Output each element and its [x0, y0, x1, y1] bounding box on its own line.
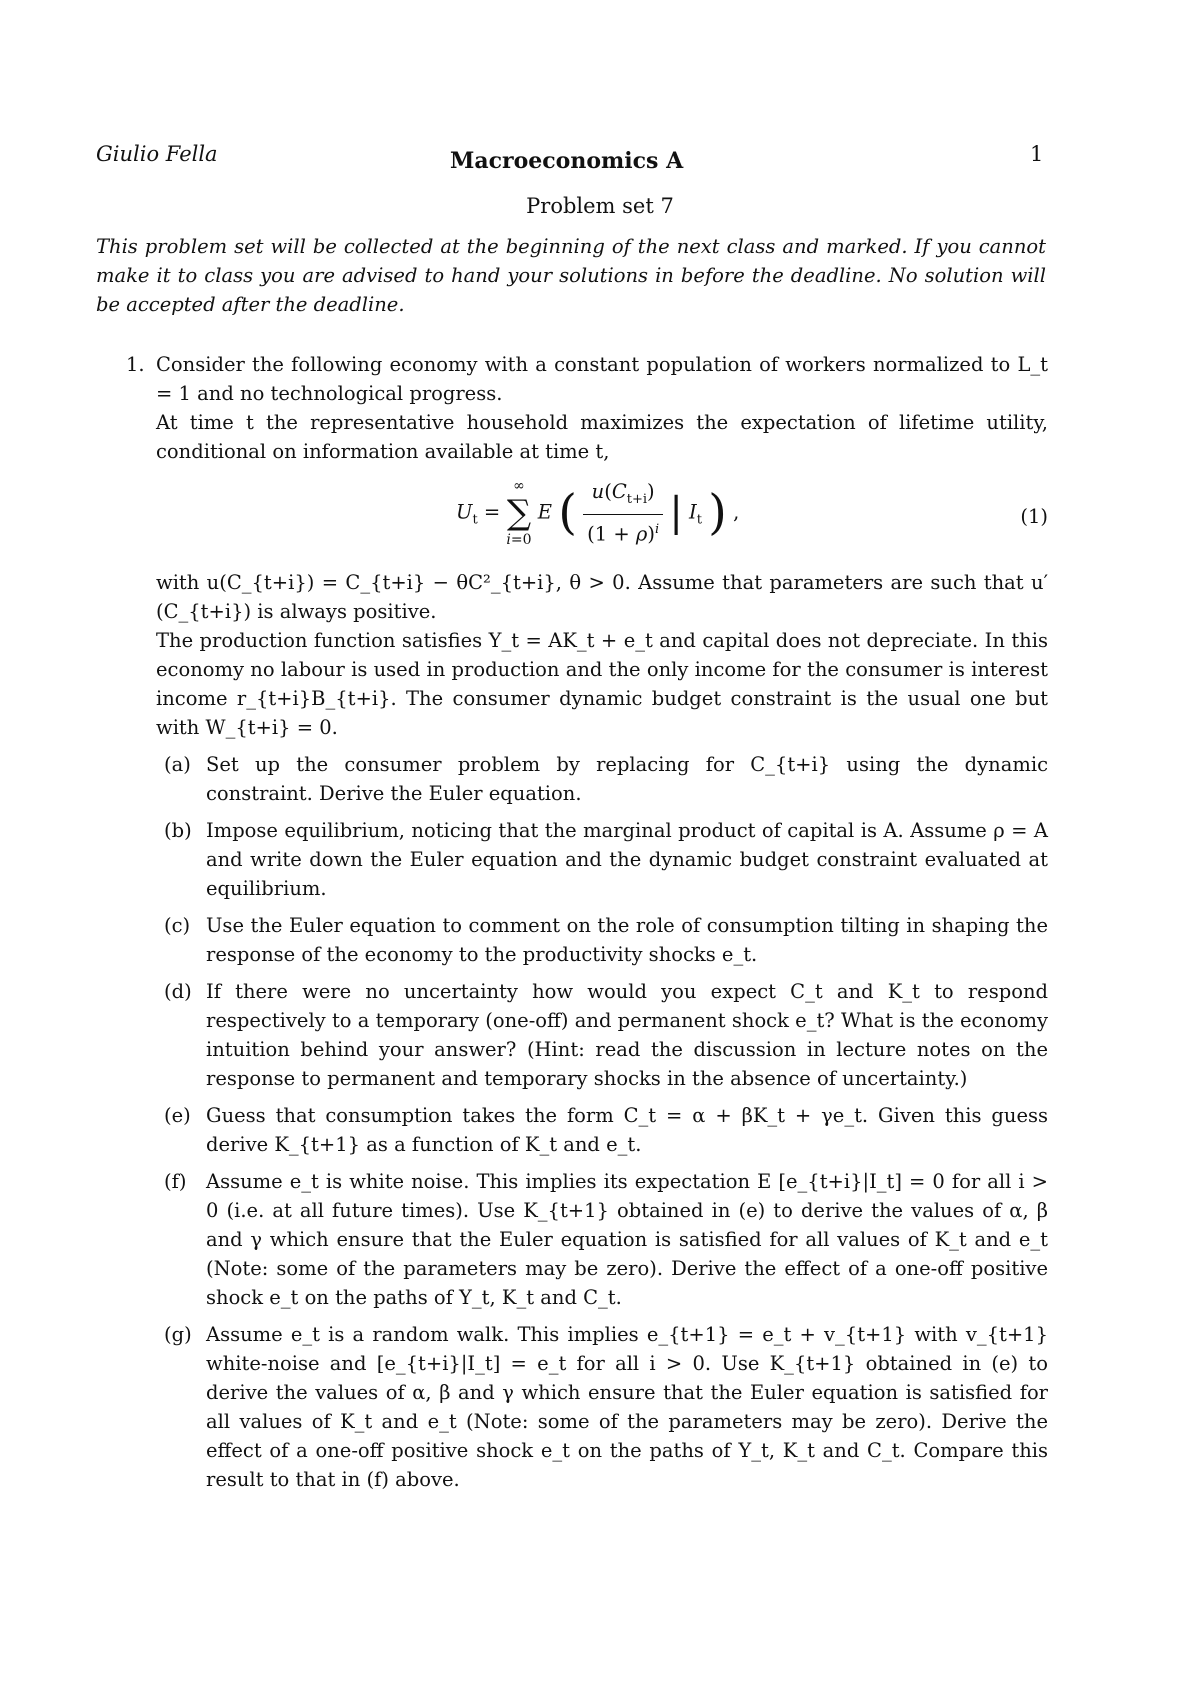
question-part-f — [156, 1167, 1048, 1312]
question-parts-list — [156, 750, 1048, 1494]
question-paragraph-1: Consider the following economy with a constant population of workers normalized to L_t = 1 and no technological progress. — [156, 353, 1048, 405]
question-part-e — [156, 1101, 1048, 1159]
question-body — [156, 350, 1048, 1494]
utility-equation — [156, 472, 1048, 564]
course-title: Macroeconomics A — [450, 148, 684, 174]
question-part-d — [156, 977, 1048, 1093]
problem-set-title: Problem set 7 — [526, 194, 674, 218]
question-part-g — [156, 1320, 1048, 1494]
sum-symbol: ∞ ∑ i=0 — [506, 478, 532, 548]
equation-number: (1) — [1020, 505, 1048, 528]
equation-body: $U_t$ = ∞ ∑ i=0 E ( $\frac{u(C_{t+i})}{(1 + \rho)^i}$ | $I_t$ ) , — [456, 478, 740, 548]
part-text: Assume e_t is white noise. This implies its expectation E [e_{t+i}|I_t] = 0 for all i > 0 (i.e. at all future times). Use K_{t+1} obtained in (e) to derive the values of α, β and γ which ensure that the Euler equation is satisfied for all values of K_t and e_t (Note: some of the parameters may be zero). Derive the effect of a one-off positive shock e_t on the paths of Y_t, K_t and C_t. — [206, 1170, 1048, 1309]
question-part-c — [156, 911, 1048, 969]
part-text: If there were no uncertainty how would you expect C_t and K_t to respond respectively to a temporary (one-off) and permanent shock e_t? What is the economy intuition behind your answer? (Hint: read the discussion in lecture notes on the response to permanent and temporary shocks in the absence of uncertainty.) — [206, 980, 1048, 1090]
page-number: 1 — [1030, 142, 1044, 166]
part-label: (f) — [164, 1170, 187, 1193]
question-paragraph-4: The production function satisfies Y_t = AK_t + e_t and capital does not depreciate. In this economy no labour is used in production and the only income for the consumer is interest income r_{t+i}B_{t+i}. The consumer dynamic budget constraint is the usual one but with W_{t+i} = 0. — [156, 629, 1048, 739]
part-label: (c) — [164, 914, 191, 937]
part-label: (g) — [164, 1323, 192, 1346]
part-label: (d) — [164, 980, 192, 1003]
question-part-b — [156, 816, 1048, 903]
utility-fraction: $\frac{u(C_{t+i})}{(1 + \rho)^i}$ — [583, 477, 663, 548]
question-paragraph-3: with u(C_{t+i}) = C_{t+i} − θC²_{t+i}, θ > 0. Assume that parameters are such that u′(C_{t+i}) is always positive. — [156, 571, 1048, 623]
intro-paragraph: This problem set will be collected at the beginning of the next class and marked. If you cannot make it to class you are advised to hand your solutions in before the deadline. No solution will be accepted after the deadline. — [96, 235, 1046, 316]
part-text: Set up the consumer problem by replacing for C_{t+i} using the dynamic constraint. Derive the Euler equation. — [206, 753, 1048, 805]
author-name: Giulio Fella — [96, 142, 218, 166]
part-label: (e) — [164, 1104, 191, 1127]
part-label: (a) — [164, 753, 191, 776]
part-text: Guess that consumption takes the form C_t = α + βK_t + γe_t. Given this guess derive K_{t+1} as a function of K_t and e_t. — [206, 1104, 1048, 1156]
part-text: Assume e_t is a random walk. This implies e_{t+1} = e_t + v_{t+1} with v_{t+1} white-noise and [e_{t+i}|I_t] = e_t for all i > 0. Use K_{t+1} obtained in (e) to derive the values of α, β and γ which ensure that the Euler equation is satisfied for all values of K_t and e_t (Note: some of the parameters may be zero). Derive the effect of a one-off positive shock e_t on the paths of Y_t, K_t and C_t. Compare this result to that in (f) above. — [206, 1323, 1048, 1491]
question-number: 1. — [126, 353, 145, 376]
part-text: Impose equilibrium, noticing that the marginal product of capital is A. Assume ρ = A and write down the Euler equation and the dynamic budget constraint evaluated at equilibrium. — [206, 819, 1048, 900]
part-text: Use the Euler equation to comment on the role of consumption tilting in shaping the response of the economy to the productivity shocks e_t. — [206, 914, 1048, 966]
question-paragraph-2: At time t the representative household maximizes the expectation of lifetime utility, conditional on information available at time t, — [156, 411, 1048, 463]
question-part-a — [156, 750, 1048, 808]
part-label: (b) — [164, 819, 192, 842]
